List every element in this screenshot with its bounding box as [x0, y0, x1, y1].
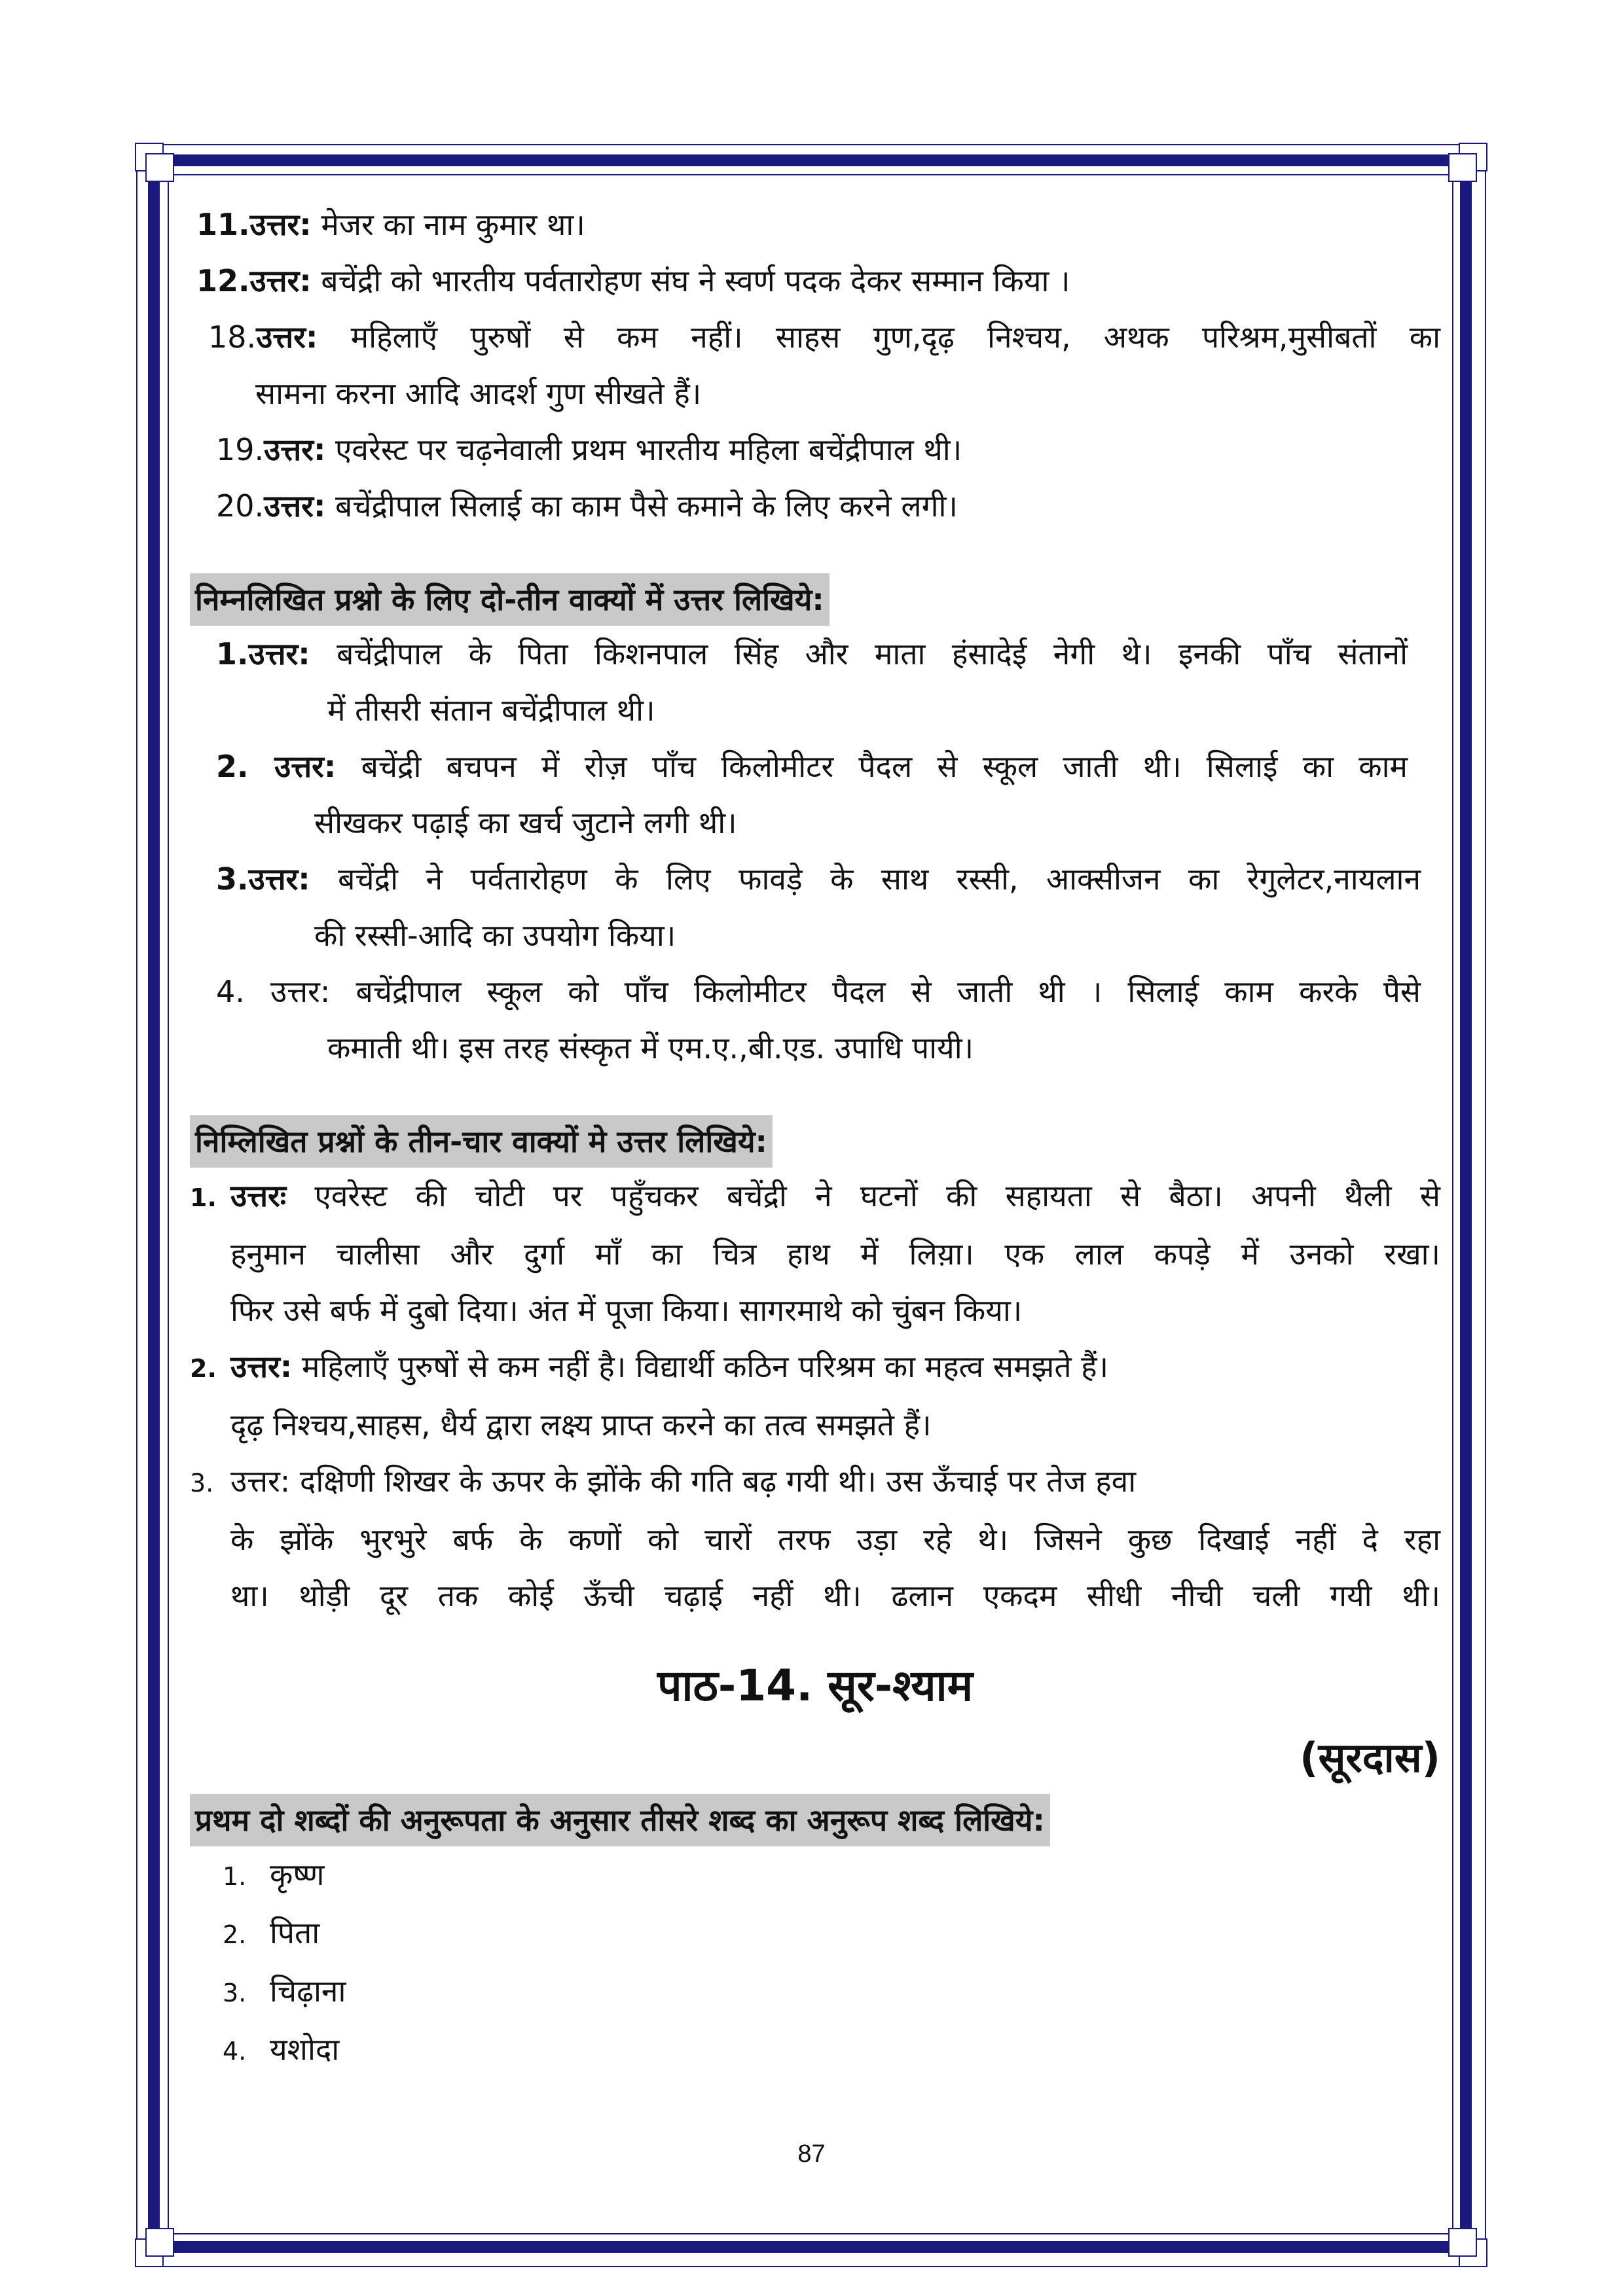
answer-11 [190, 196, 1440, 253]
list-number: 2. [190, 1354, 217, 1383]
answer-s2-2-continued: सीखकर पढ़ाई का खर्च जुटाने लगी थी। [314, 805, 737, 840]
corner-ornament-bottom-right [1447, 2227, 1486, 2266]
word-list [190, 1846, 1440, 2079]
section-three-four-sentences [190, 1115, 1440, 1624]
corner-ornament-bottom-left [135, 2227, 174, 2266]
list-number: 1. [190, 1183, 217, 1212]
list-item [223, 1905, 1440, 1963]
answer-s2-1 [190, 626, 1440, 682]
answer-text: एवरेस्ट की चोटी पर पहुँचकर बचेंद्री ने घटनों की सहायता से बैठा। अपनी थैली से [286, 1178, 1440, 1213]
border-left-bar [148, 154, 160, 2253]
answer-label: उत्तर: [264, 432, 326, 467]
list-item [223, 2021, 1440, 2079]
answer-text: मेजर का नाम कुमार था। [311, 207, 585, 242]
answer-text: बचेंद्री को भारतीय पर्वतारोहण संघ ने स्वर्ण पदक देकर सम्मान किया । [311, 263, 1070, 298]
answer-s2-4 [190, 963, 1440, 1020]
answer-label: उत्तर: [230, 1349, 293, 1384]
answer-label: उत्तर: [256, 319, 318, 355]
answer-20 [190, 478, 1440, 534]
corner-ornament-top-right [1447, 143, 1486, 182]
corner-ornament-top-left [135, 143, 174, 182]
answer-s3-2-line2: दृढ़ निश्चय,साहस, धैर्य द्वारा लक्ष्य प्राप्त करने का तत्व समझते हैं। [230, 1407, 932, 1443]
answer-text: महिलाएँ पुरुषों से कम नहीं। साहस गुण,दृढ़ निश्चय, अथक परिश्रम,मुसीबतों का [318, 319, 1440, 355]
section-two-three-sentences [190, 573, 1440, 1076]
answer-text: एवरेस्ट पर चढ़नेवाली प्रथम भारतीय महिला बचेंद्रीपाल थी। [325, 432, 962, 467]
answer-label: 2. उत्तर: [216, 749, 337, 784]
answer-s3-3-line2: के झोंके भुरभुरे बर्फ के कणों को चारों तरफ उड़ा रहे थे। जिसने कुछ दिखाई नहीं दे रहा [230, 1522, 1440, 1557]
list-number: 1. [223, 1862, 247, 1891]
answer-text: बचेंद्रीपाल सिलाई का काम पैसे कमाने के लिए करने लगी। [325, 488, 958, 524]
answer-label: 1.उत्तर: [216, 636, 310, 672]
page-content [190, 196, 1440, 2079]
answer-label: 3.उत्तर: [216, 861, 310, 897]
lesson-poet: (सूरदास) [1300, 1734, 1440, 1782]
answer-prefix: 20. [216, 488, 264, 524]
section-heading: निम्नलिखित प्रश्नो के लिए दो-तीन वाक्यों में उत्तर लिखिये: [190, 573, 830, 626]
answer-s3-1-line3: फिर उसे बर्फ में दुबो दिया। अंत में पूजा किया। सागरमाथे को चुंबन किया। [230, 1293, 1023, 1328]
list-item-text: चिढ़ाना [270, 1973, 346, 2009]
list-number: 3. [190, 1469, 214, 1498]
border-right-bar [1460, 154, 1472, 2253]
answer-s3-2 [190, 1338, 1440, 1397]
list-item-text: कृष्ण [270, 1857, 325, 1892]
answer-s2-2 [190, 738, 1440, 795]
list-item-text: पिता [270, 1915, 320, 1950]
answer-s2-1-continued: में तीसरी संतान बचेंद्रीपाल थी। [327, 692, 655, 728]
answer-s3-3 [190, 1453, 1440, 1511]
list-item-text: यशोदा [270, 2032, 340, 2067]
list-item [223, 1963, 1440, 2021]
lesson-14 [190, 1650, 1440, 2079]
border-bottom-bar [151, 2241, 1469, 2253]
answer-12 [190, 253, 1440, 309]
answer-label: 11.उत्तर: [196, 207, 312, 242]
border-top-bar [151, 154, 1469, 166]
section-heading: निम्लिखित प्रश्नों के तीन-चार वाक्यों मे उत्तर लिखिये: [190, 1115, 773, 1168]
answer-18 [190, 309, 1440, 365]
answer-text: 4. उत्तर: बचेंद्रीपाल स्कूल को पाँच किलोमीटर पैदल से जाती थी । सिलाई काम करके पैसे [216, 974, 1421, 1009]
answer-text: बचेंद्री बचपन में रोज़ पाँच किलोमीटर पैदल से स्कूल जाती थी। सिलाई का काम [336, 749, 1408, 784]
answer-s2-3-continued: की रस्सी-आदि का उपयोग किया। [314, 918, 676, 953]
answer-19 [190, 422, 1440, 478]
answer-label: उत्तरः [230, 1178, 287, 1213]
answer-s3-1 [190, 1168, 1440, 1226]
lesson-title: पाठ-14. सूर-श्याम [657, 1660, 974, 1711]
section-heading: प्रथम दो शब्दों की अनुरूपता के अनुसार तीसरे शब्द का अनुरूप शब्द लिखिये: [190, 1794, 1050, 1846]
answer-s2-4-continued: कमाती थी। इस तरह संस्कृत में एम.ए.,बी.एड. उपाधि पायी। [327, 1030, 974, 1066]
list-number: 3. [223, 1979, 247, 2007]
answer-s3-1-line2: हनुमान चालीसा और दुर्गा माँ का चित्र हाथ में लिय़ा। एक लाल कपड़े में उनको रखा। [230, 1236, 1440, 1272]
list-item [223, 1846, 1440, 1905]
answer-text: बचेंद्री ने पर्वतारोहण के लिए फावड़े के साथ रस्सी, आक्सीजन का रेगुलेटर,नायलान [310, 861, 1421, 897]
answer-s3-3-line3: था। थोड़ी दूर तक कोई ऊँची चढ़ाई नहीं थी। ढलान एकदम सीधी नीची चली गयी थी। [230, 1578, 1440, 1613]
answer-18-continued: सामना करना आदि आदर्श गुण सीखते हैं। [255, 376, 702, 411]
answer-s2-3 [190, 851, 1440, 907]
answer-label: उत्तर: [264, 488, 326, 524]
answer-label: 12.उत्तर: [196, 263, 312, 298]
answer-prefix: 18. [208, 319, 257, 355]
page-number: 87 [797, 2140, 826, 2168]
list-number: 4. [223, 2037, 247, 2066]
list-number: 2. [223, 1920, 247, 1949]
answer-text: महिलाएँ पुरुषों से कम नहीं है। विद्यार्थी कठिन परिश्रम का महत्व समझते हैं। [292, 1349, 1109, 1384]
answer-text: बचेंद्रीपाल के पिता किशनपाल सिंह और माता हंसादेई नेगी थे। इनकी पाँच संतानों [310, 636, 1408, 672]
section-short-answers [190, 196, 1440, 534]
answer-text: उत्तर: दक्षिणी शिखर के ऊपर के झोंके की गति बढ़ गयी थी। उस ऊँचाई पर तेज हवा [230, 1463, 1137, 1499]
answer-prefix: 19. [216, 432, 264, 467]
